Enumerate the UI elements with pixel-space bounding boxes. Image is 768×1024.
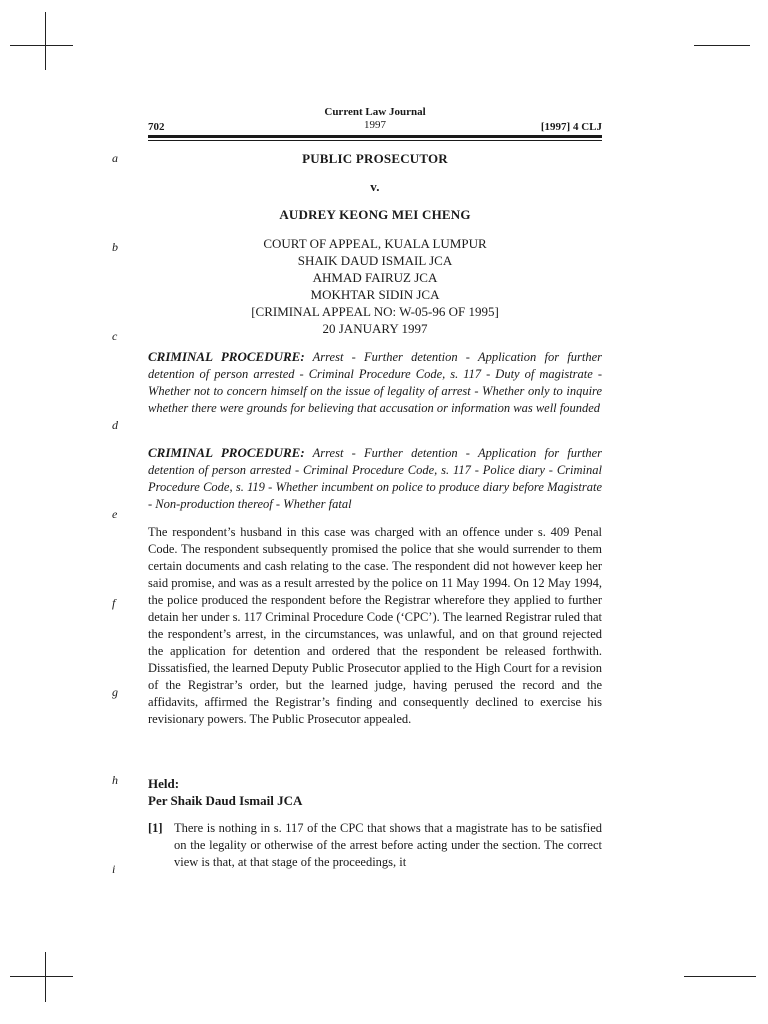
case-summary: The respondent’s husband in this case was charged with an offence under s. 409 Penal Code. The respondent subsequently promised the police that she would surrender to them certain documents and cash relating to the case. The respondent did not however keep her said promise, and was as a result arrested by the police on 11 May 1994. On 12 May 1994, the police produced the respondent before the Registrar wherefore they applied to further detain her under s. 117 Criminal Procedure Code (‘CPC’). The learned Registrar ruled that the respondent’s arrest, in the circumstances, was unlawful, and on that ground rejected the application for detention and ordered that the respondent be released forthwith. Dissatisfied, the learned Deputy Public Prosecutor applied to the High Court for a revision of the Registrar’s order, but the learned judge, having perused the record and the affidavits, affirmed the Registrar’s finding and consequently declined to exercise his revisionary powers. The Public Prosecutor appealed.	[148, 525, 602, 726]
holding-item	[148, 820, 602, 871]
margin-letter-e: e	[112, 507, 118, 521]
catchword-heading: CRIMINAL PROCEDURE:	[148, 349, 305, 364]
judge-1: SHAIK DAUD ISMAIL JCA	[297, 253, 453, 268]
page-number: 702	[148, 121, 165, 133]
court-name: COURT OF APPEAL, KUALA LUMPUR	[263, 236, 487, 251]
catchword-2	[148, 444, 602, 513]
crop-mark-bottom-right-horizontal	[684, 976, 756, 977]
citation: [1997] 4 CLJ	[540, 121, 602, 133]
margin-letter-c: c	[112, 329, 118, 343]
catchword-text: Arrest - Further detention - Application for further detention of person arrested - Criminal Procedure Code, s. 117 - Police diary - Criminal Procedure Code, s. 119 - Whether incumbent on police to produce diary before Magistrate - Non-production thereof - Whether fatal	[148, 446, 602, 511]
appellant-name: PUBLIC PROSECUTOR	[302, 151, 448, 166]
versus: v.	[370, 179, 380, 194]
margin-letter-f: f	[112, 596, 116, 610]
catchword-1	[148, 348, 602, 417]
margin-letter-d: d	[112, 418, 118, 432]
journal-year: 1997	[364, 119, 386, 131]
header-rule-thin	[148, 140, 602, 141]
crop-mark-top-left-horizontal	[10, 45, 73, 46]
judge-2: AHMAD FAIRUZ JCA	[312, 270, 438, 285]
appeal-number: [CRIMINAL APPEAL NO: W-05-96 OF 1995]	[251, 304, 499, 319]
header-rule-thick	[148, 135, 602, 138]
holding-text: There is nothing in s. 117 of the CPC that shows that a magistrate has to be satisfied on the legality or otherwise of the arrest before acting under the section. The correct view is that, at that stage of the proceedings, it	[174, 821, 602, 869]
margin-letter-i: i	[112, 862, 116, 876]
margin-letter-h: h	[112, 773, 118, 787]
court-details	[148, 235, 602, 337]
crop-mark-bottom-left-vertical	[45, 952, 46, 1002]
crop-mark-bottom-left-horizontal	[10, 976, 73, 977]
margin-letter-a: a	[112, 151, 118, 165]
margin-letter-b: b	[112, 240, 118, 254]
catchword-text: Arrest - Further detention - Application for further detention of person arrested - Criminal Procedure Code, s. 117 - Duty of magistrate - Whether not to concern himself on the issue of legality of arrest - Whether only to inquire whether there were grounds for believing that accusation or information was well founded	[148, 350, 602, 415]
crop-mark-top-right-horizontal	[694, 45, 750, 46]
held-per-judge: Per Shaik Daud Ismail JCA	[148, 793, 303, 808]
held-section	[148, 775, 302, 809]
crop-mark-top-left-vertical	[45, 12, 46, 70]
respondent-name: AUDREY KEONG MEI CHENG	[279, 207, 471, 222]
held-label: Held:	[148, 776, 180, 791]
catchword-heading: CRIMINAL PROCEDURE:	[148, 445, 305, 460]
holding-number: [1]	[148, 821, 163, 835]
judge-3: MOKHTAR SIDIN JCA	[310, 287, 440, 302]
journal-title: Current Law Journal	[324, 106, 426, 118]
judgment-date: 20 JANUARY 1997	[322, 321, 428, 336]
margin-letter-g: g	[112, 685, 118, 699]
